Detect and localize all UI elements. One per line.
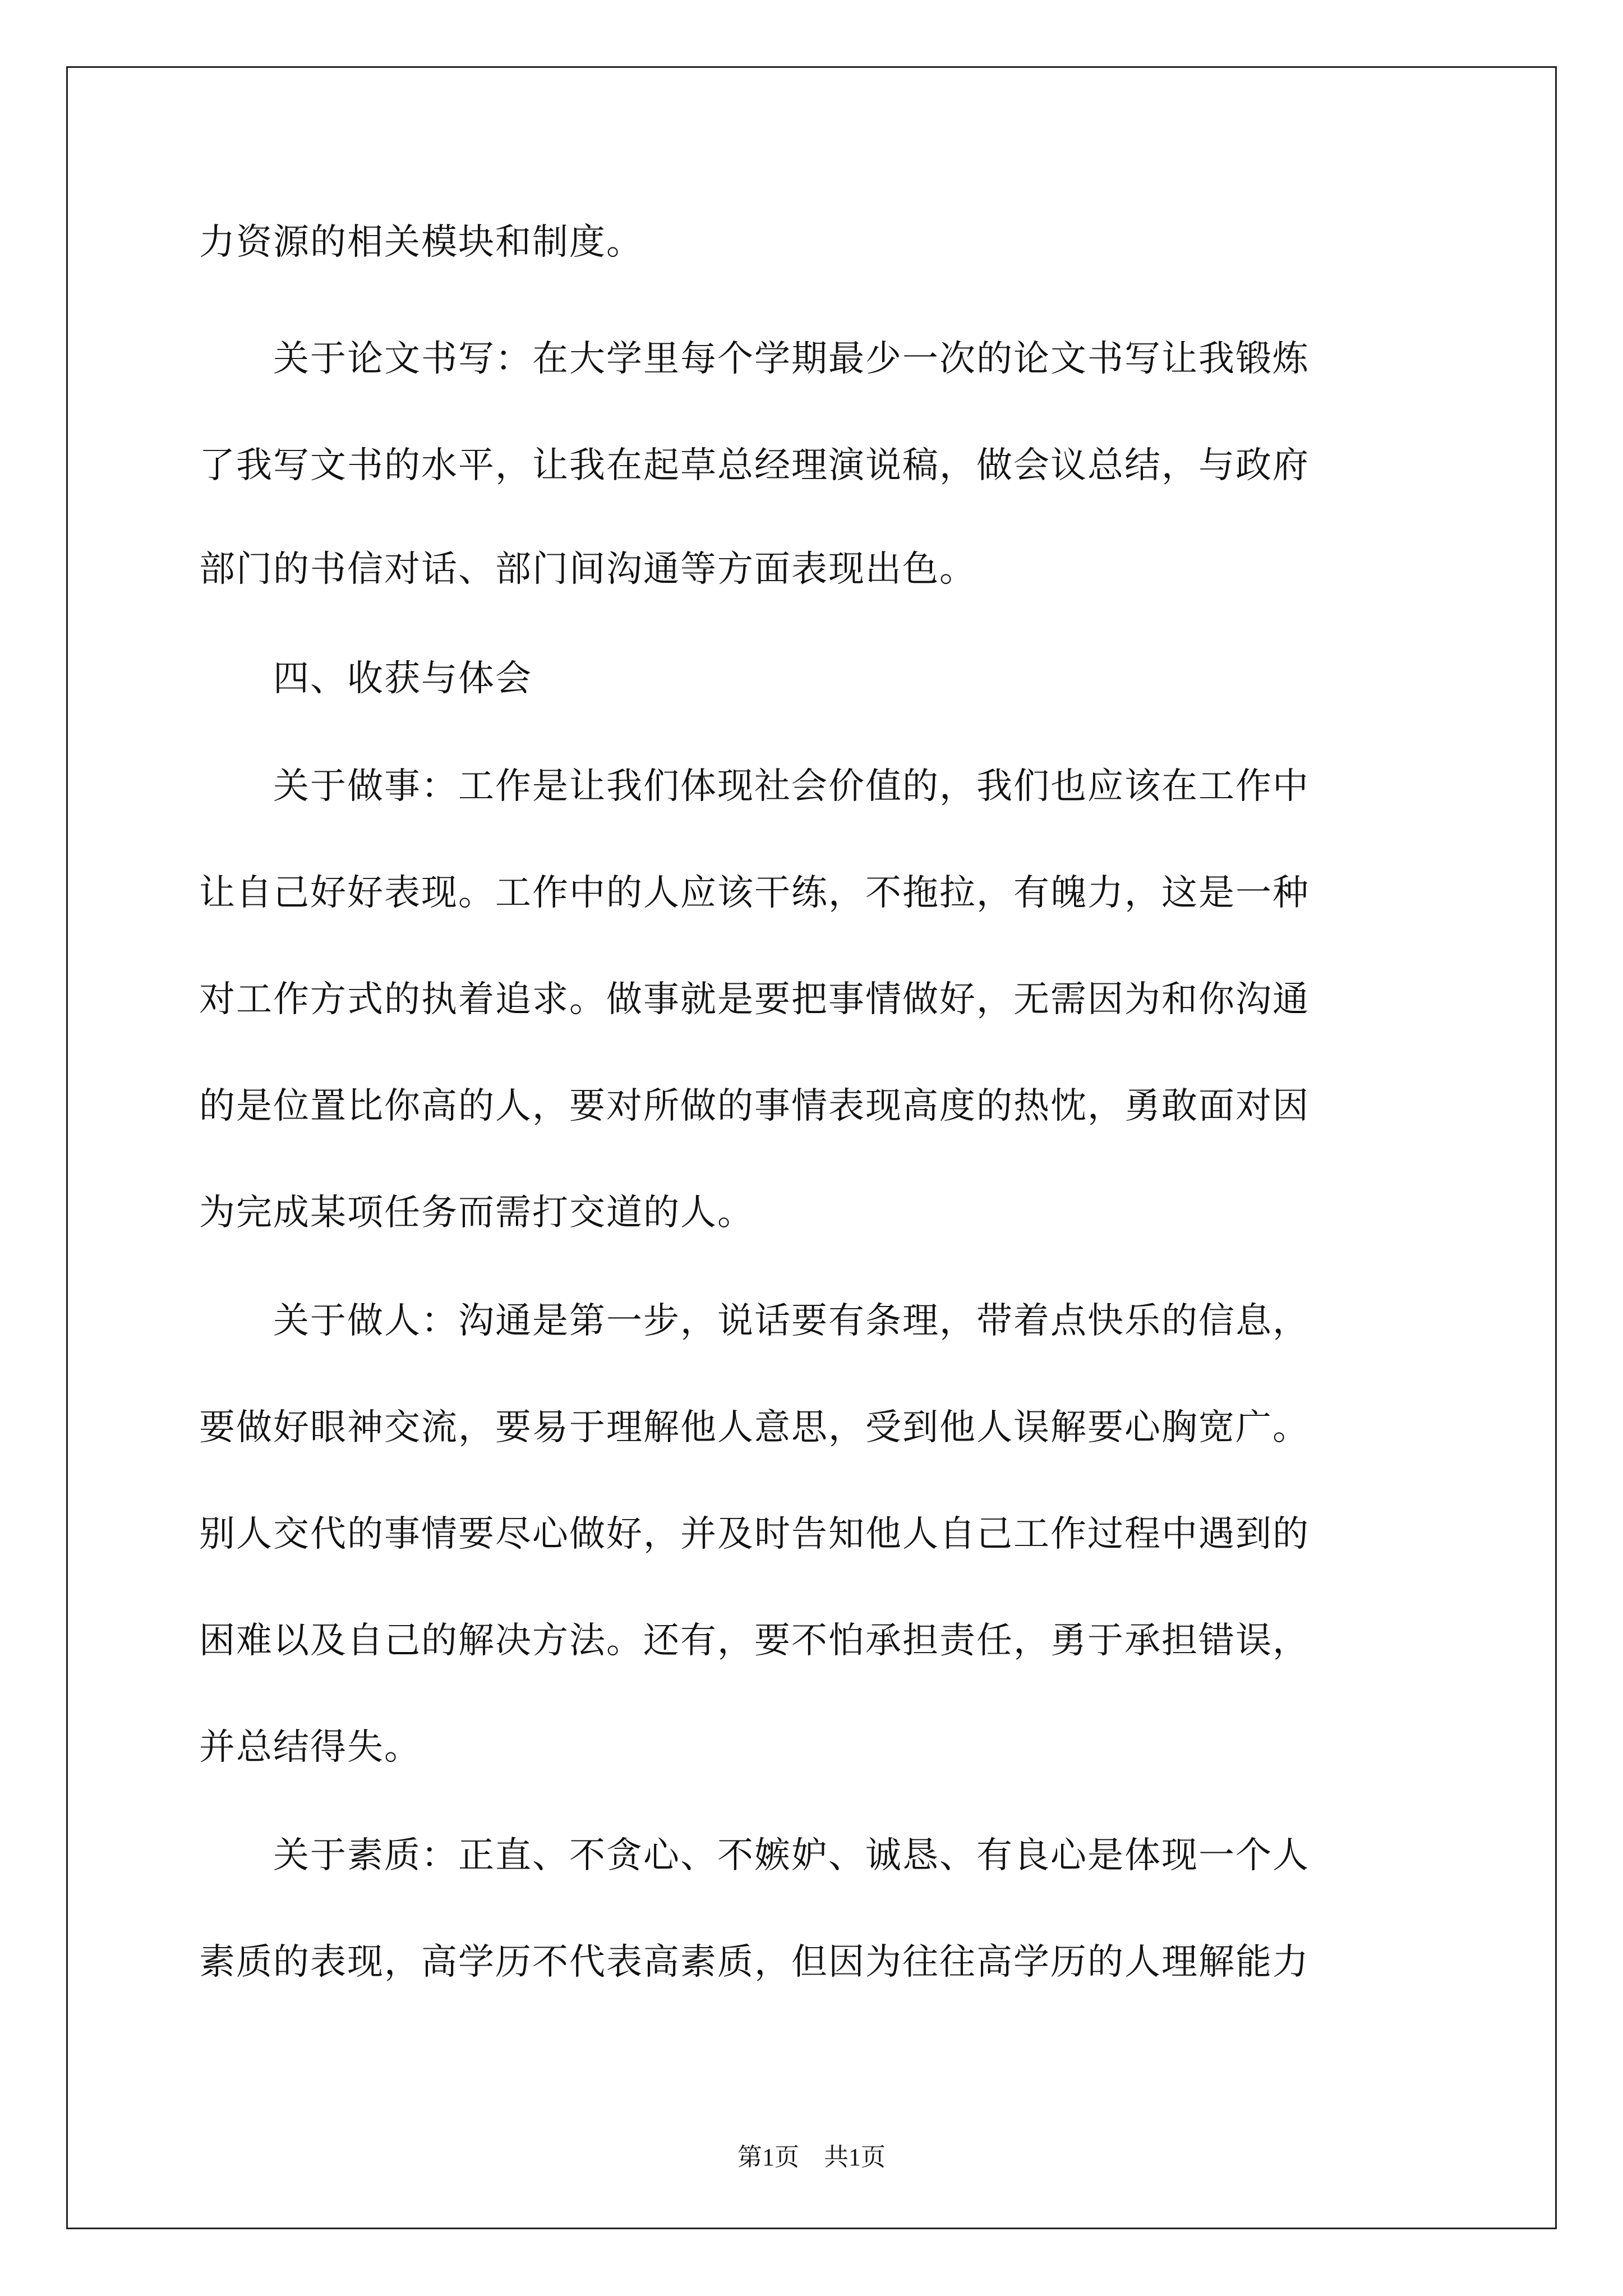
text-line: 要做好眼神交流，要易于理解他人意思，受到他人误解要心胸宽广。 <box>199 1407 1310 1448</box>
section-heading: 四、收获与体会 <box>199 658 532 700</box>
text-line: 为完成某项任务而需打交道的人。 <box>199 1192 754 1234</box>
text-line: 关于做人：沟通是第一步，说话要有条理，带着点快乐的信息， <box>199 1300 1310 1342</box>
text-line: 了我写文书的水平，让我在起草总经理演说稿，做会议总结，与政府 <box>199 445 1310 486</box>
text-line: 关于做事：工作是让我们体现社会价值的，我们也应该在工作中 <box>199 766 1310 807</box>
text-line: 让自己好好表现。工作中的人应该干练，不拖拉，有魄力，这是一种 <box>199 872 1310 914</box>
text-line: 的是位置比你高的人，要对所做的事情表现高度的热忱，勇敢面对因 <box>199 1085 1310 1127</box>
text-line: 部门的书信对话、部门间沟通等方面表现出色。 <box>199 549 976 590</box>
text-line: 关于论文书写：在大学里每个学期最少一次的论文书写让我锻炼 <box>199 338 1310 380</box>
text-line: 素质的表现，高学历不代表高素质，但因为往往高学历的人理解能力 <box>199 1941 1310 1983</box>
text-line: 别人交代的事情要尽心做好，并及时告知他人自己工作过程中遇到的 <box>199 1513 1310 1555</box>
text-line: 力资源的相关模块和制度。 <box>199 222 643 263</box>
text-line: 并总结得失。 <box>199 1727 421 1768</box>
page-border <box>66 66 1557 2229</box>
page-number-footer: 第1页 共1页 <box>737 2143 886 2171</box>
text-line: 对工作方式的执着追求。做事就是要把事情做好，无需因为和你沟通 <box>199 979 1310 1020</box>
text-line: 关于素质：正直、不贪心、不嫉妒、诚恳、有良心是体现一个人 <box>199 1835 1310 1876</box>
text-line: 困难以及自己的解决方法。还有，要不怕承担责任，勇于承担错误， <box>199 1620 1310 1662</box>
